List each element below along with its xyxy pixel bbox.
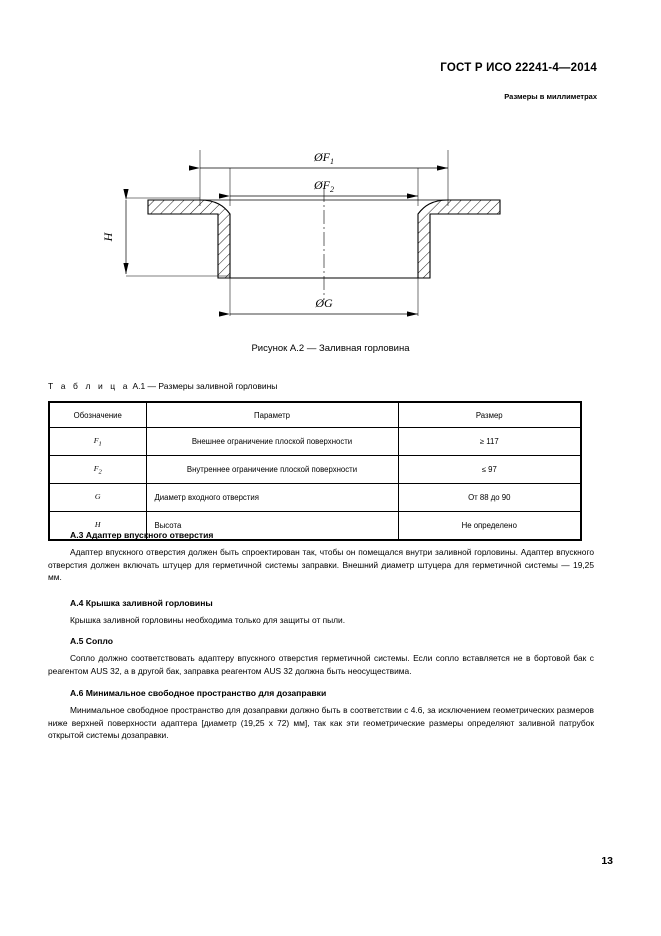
table-header-parameter: Параметр bbox=[146, 402, 398, 428]
section-a6-heading: А.6 Минимальное свободное пространство для дозаправки bbox=[70, 688, 327, 698]
table-header-size: Размер bbox=[398, 402, 581, 428]
table-row bbox=[49, 456, 581, 484]
standard-title: ГОСТ Р ИСО 22241-4—2014 bbox=[440, 62, 597, 74]
table-row bbox=[49, 484, 581, 512]
section-a3-body: Адаптер впускного отверстия должен быть спроектирован так, чтобы он помещался внутри заливной горловины. Адаптер впускного отверстия должен включать штуцер для герметичной системы заправки. Внешний диаметр штуцера для герметичной системы — 19,25 мм. bbox=[48, 547, 594, 583]
symbol-letter: F bbox=[93, 463, 99, 473]
filler-neck-cross-section-drawing bbox=[48, 128, 613, 333]
right-wall-section bbox=[418, 200, 500, 278]
table-caption bbox=[48, 381, 277, 391]
row-symbol bbox=[49, 484, 146, 512]
row-parameter: Диаметр входного отверстия bbox=[146, 484, 398, 512]
section-a4 bbox=[48, 598, 594, 627]
symbol-letter: F bbox=[93, 435, 99, 445]
section-a6-body: Минимальное свободное пространство для дозаправки должно быть в соответствии с 4.6, за исключением геометрических размеров ниже верхней поверхности адаптера [диаметр (19,25 х 72) мм], так как эти геометрические размеры определяют заливной патрубок открытой системы дозаправки. bbox=[48, 705, 594, 741]
dimension-phi-F1 bbox=[200, 150, 448, 168]
symbol-subscript: 2 bbox=[98, 468, 102, 476]
section-a4-body: Крышка заливной горловины необходима только для защиты от пыли. bbox=[70, 615, 346, 625]
section-a5 bbox=[48, 636, 594, 677]
svg-text:ØF2: $ØF_2$ bbox=[313, 178, 335, 194]
symbol-letter: G bbox=[94, 491, 101, 501]
row-size: ≥ 117 bbox=[398, 428, 581, 456]
table-header-designation: Обозначение bbox=[49, 402, 146, 428]
row-symbol bbox=[49, 428, 146, 456]
svg-text:ØG: ØG bbox=[315, 296, 333, 310]
table-caption-word: Т а б л и ц а bbox=[48, 381, 131, 391]
row-parameter: Внешнее ограничение плоской поверхности bbox=[146, 428, 398, 456]
section-a3-heading: А.3 Адаптер впускного отверстия bbox=[70, 530, 214, 540]
symbol-subscript: 1 bbox=[98, 440, 102, 448]
section-a5-heading: А.5 Сопло bbox=[70, 636, 114, 646]
table-row bbox=[49, 428, 581, 456]
table-header-row bbox=[49, 402, 581, 428]
symbol-letter: H bbox=[94, 519, 101, 529]
table-caption-rest: А.1 — Размеры заливной горловины bbox=[132, 381, 278, 391]
row-parameter: Высота bbox=[146, 512, 398, 541]
dimensions-table bbox=[48, 401, 582, 541]
row-size: От 88 до 90 bbox=[398, 484, 581, 512]
dimension-H bbox=[101, 200, 126, 274]
svg-text:ØF1: $ØF_1$ bbox=[313, 150, 335, 166]
section-a3 bbox=[48, 530, 594, 584]
row-symbol bbox=[49, 456, 146, 484]
drawing-svg bbox=[48, 128, 613, 333]
row-parameter: Внутреннее ограничение плоской поверхности bbox=[146, 456, 398, 484]
section-a6 bbox=[48, 688, 594, 742]
units-note: Размеры в миллиметрах bbox=[504, 92, 597, 101]
section-a4-heading: А.4 Крышка заливной горловины bbox=[70, 598, 213, 608]
page-number: 13 bbox=[601, 855, 613, 867]
extension-lines bbox=[126, 150, 448, 316]
figure-caption: Рисунок А.2 — Заливная горловина bbox=[251, 343, 410, 354]
row-size: ≤ 97 bbox=[398, 456, 581, 484]
section-a5-body: Сопло должно соответствовать адаптеру впускного отверстия герметичной системы. Если сопло вставляется не в бортовой бак с реагентом AUS 32, а в другой бак, заправка реагентом AUS 32 должна быть неосуществима. bbox=[48, 653, 594, 676]
left-wall-section bbox=[148, 200, 230, 278]
row-size: Не определено bbox=[398, 512, 581, 541]
svg-text:H: H bbox=[101, 232, 115, 242]
